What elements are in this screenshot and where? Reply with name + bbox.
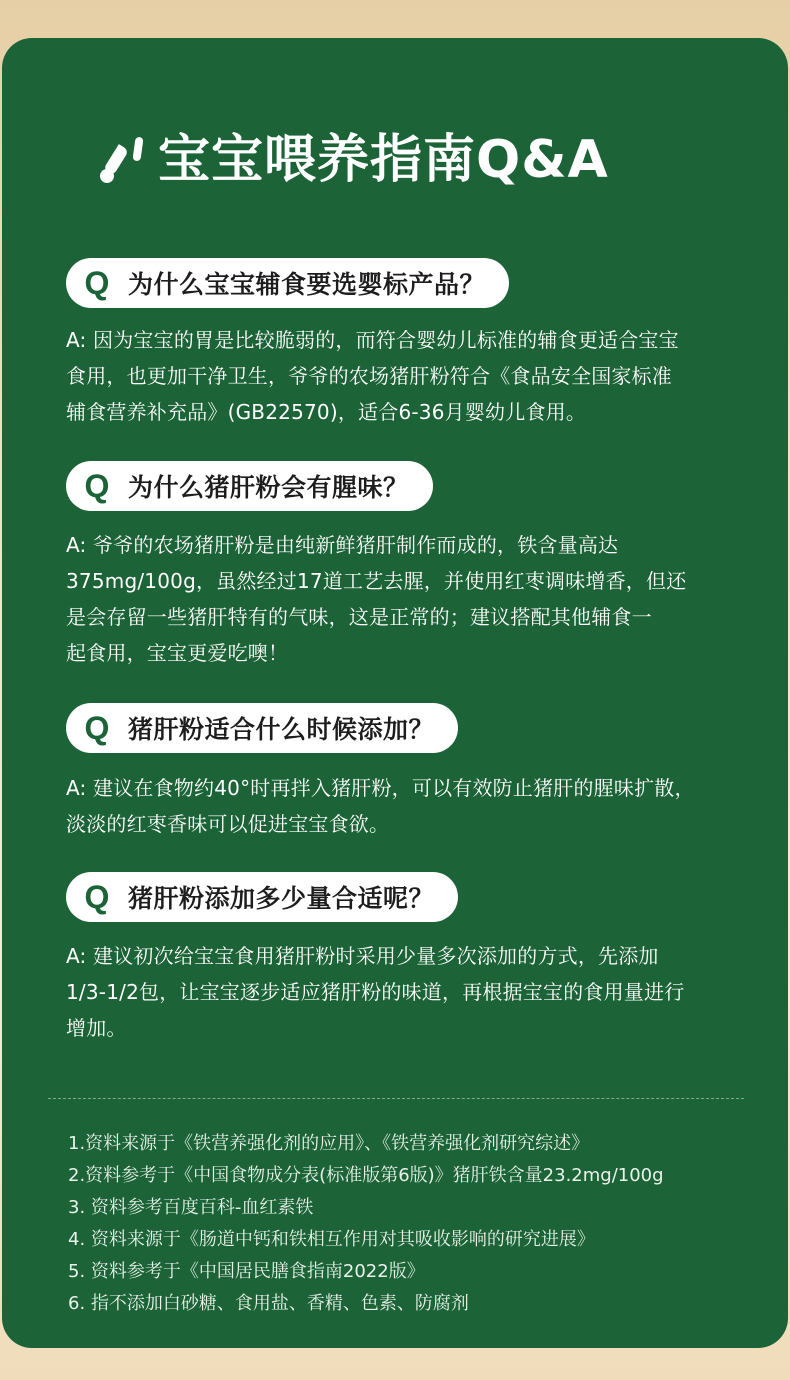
reference-item: 4. 资料来源于《肠道中钙和铁相互作用对其吸收影响的研究进展》 <box>68 1229 595 1250</box>
answer-line: A: 建议初次给宝宝食用猪肝粉时采用少量多次添加的方式，先添加 <box>66 944 659 968</box>
dashed-divider <box>48 1098 744 1099</box>
reference-item: 1.资料来源于《铁营养强化剂的应用》、《铁营养强化剂研究综述》 <box>68 1133 590 1154</box>
q-icon: Q <box>84 709 110 746</box>
answer-text <box>66 770 746 842</box>
answer-text <box>66 938 746 1046</box>
answer-line: 起食用，宝宝更爱吃噢！ <box>66 641 289 665</box>
reference-item: 5. 资料参考于《中国居民膳食指南2022版》 <box>68 1261 425 1282</box>
question-pill <box>66 703 458 753</box>
question-text: 猪肝粉适合什么时候添加？ <box>128 715 435 744</box>
answer-text <box>66 322 746 430</box>
question-pill <box>66 461 433 511</box>
q-icon: Q <box>84 467 110 504</box>
quote-decoration-icon <box>96 129 154 191</box>
answer-line: 增加。 <box>66 1016 127 1040</box>
question-pill <box>66 258 509 308</box>
header <box>96 125 609 195</box>
reference-item: 3. 资料参考百度百科-血红素铁 <box>68 1197 314 1218</box>
reference-item: 6. 指不添加白砂糖、食用盐、香精、色素、防腐剂 <box>68 1293 469 1314</box>
page-title: 宝宝喂养指南Q&A <box>158 130 609 190</box>
answer-line: 375mg/100g，虽然经过17道工艺去腥，并使用红枣调味增香，但还 <box>66 569 687 593</box>
answer-line: 1/3-1/2包，让宝宝逐步适应猪肝粉的味道，再根据宝宝的食用量进行 <box>66 980 685 1004</box>
question-text: 为什么猪肝粉会有腥味？ <box>128 473 409 502</box>
answer-line: A: 建议在食物约40°时再拌入猪肝粉，可以有效防止猪肝的腥味扩散， <box>66 776 695 800</box>
reference-item: 2.资料参考于《中国食物成分表(标准版第6版)》猪肝铁含量23.2mg/100g <box>68 1165 664 1186</box>
answer-line: 是会存留一些猪肝特有的气味，这是正常的；建议搭配其他辅食一 <box>66 605 652 629</box>
question-pill <box>66 872 458 922</box>
answer-line: 食用，也更加干净卫生，爷爷的农场猪肝粉符合《食品安全国家标准 <box>66 364 672 388</box>
question-text: 为什么宝宝辅食要选婴标产品？ <box>128 270 486 299</box>
q-icon: Q <box>84 878 110 915</box>
answer-line: A: 因为宝宝的胃是比较脆弱的，而符合婴幼儿标准的辅食更适合宝宝 <box>66 328 679 352</box>
q-icon: Q <box>84 264 110 301</box>
references-list <box>68 1128 748 1320</box>
answer-text <box>66 527 746 671</box>
question-text: 猪肝粉添加多少量合适呢？ <box>128 884 435 913</box>
answer-line: 辅食营养补充品》(GB22570)，适合6-36月婴幼儿食用。 <box>66 400 587 424</box>
answer-line: 淡淡的红枣香味可以促进宝宝食欲。 <box>66 812 390 836</box>
answer-line: A: 爷爷的农场猪肝粉是由纯新鲜猪肝制作而成的，铁含量高达 <box>66 533 619 557</box>
